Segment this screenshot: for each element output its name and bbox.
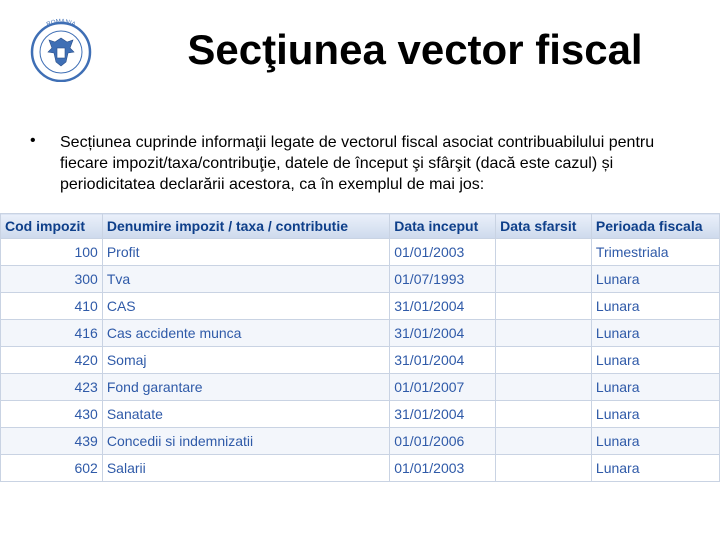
cell-perioada: Lunara bbox=[591, 320, 719, 347]
header-data-sfarsit[interactable]: Data sfarsit bbox=[496, 214, 592, 239]
cell-data-inceput: 31/01/2004 bbox=[390, 401, 496, 428]
cell-data-sfarsit bbox=[496, 374, 592, 401]
page-title: Secţiunea vector fiscal bbox=[187, 26, 643, 73]
cell-perioada: Lunara bbox=[591, 374, 719, 401]
table-row[interactable] bbox=[1, 266, 720, 293]
bullet-text: Secțiunea cuprinde informaţii legate de vectorul fiscal asociat contribuabilului pentru fiecare impozit/taxa/contribuţie, datele de început şi sfârşit (dacă este cazul) și periodicitatea declarării acestora, ca în exemplul de mai jos: bbox=[60, 134, 655, 193]
table-row[interactable] bbox=[1, 347, 720, 374]
cell-perioada: Lunara bbox=[591, 401, 719, 428]
cell-data-inceput: 31/01/2004 bbox=[390, 320, 496, 347]
cell-data-sfarsit bbox=[496, 293, 592, 320]
header-denumire[interactable]: Denumire impozit / taxa / contributie bbox=[102, 214, 389, 239]
cell-data-sfarsit bbox=[496, 347, 592, 374]
cell-cod: 430 bbox=[1, 401, 103, 428]
cell-perioada: Lunara bbox=[591, 293, 719, 320]
cell-denumire: Cas accidente munca bbox=[102, 320, 389, 347]
cell-data-inceput: 31/01/2004 bbox=[390, 347, 496, 374]
header-cod-impozit[interactable]: Cod impozit bbox=[1, 214, 103, 239]
cell-data-inceput: 01/01/2007 bbox=[390, 374, 496, 401]
table-row[interactable] bbox=[1, 239, 720, 266]
cell-cod: 602 bbox=[1, 455, 103, 482]
svg-text:ROMANIA: ROMANIA bbox=[45, 18, 77, 29]
cell-denumire: Concedii si indemnizatii bbox=[102, 428, 389, 455]
fiscal-vector-table bbox=[0, 213, 720, 482]
cell-denumire: Tva bbox=[102, 266, 389, 293]
cell-perioada: Lunara bbox=[591, 428, 719, 455]
table-row[interactable] bbox=[1, 374, 720, 401]
cell-denumire: Sanatate bbox=[102, 401, 389, 428]
cell-data-sfarsit bbox=[496, 401, 592, 428]
cell-cod: 410 bbox=[1, 293, 103, 320]
table-header-row bbox=[1, 214, 720, 239]
bullet-marker: • bbox=[30, 132, 36, 149]
cell-data-inceput: 31/01/2004 bbox=[390, 293, 496, 320]
ministry-logo bbox=[22, 18, 100, 82]
cell-perioada: Lunara bbox=[591, 266, 719, 293]
cell-cod: 423 bbox=[1, 374, 103, 401]
header-data-inceput[interactable]: Data inceput bbox=[390, 214, 496, 239]
cell-cod: 416 bbox=[1, 320, 103, 347]
cell-data-sfarsit bbox=[496, 239, 592, 266]
table-row[interactable] bbox=[1, 401, 720, 428]
table-row[interactable] bbox=[1, 293, 720, 320]
cell-denumire: Profit bbox=[102, 239, 389, 266]
cell-data-sfarsit bbox=[496, 428, 592, 455]
cell-denumire: Fond garantare bbox=[102, 374, 389, 401]
cell-perioada: Lunara bbox=[591, 455, 719, 482]
cell-cod: 300 bbox=[1, 266, 103, 293]
table-row[interactable] bbox=[1, 455, 720, 482]
cell-perioada: Trimestriala bbox=[591, 239, 719, 266]
cell-cod: 420 bbox=[1, 347, 103, 374]
cell-data-inceput: 01/01/2003 bbox=[390, 239, 496, 266]
header-perioada-fiscala[interactable]: Perioada fiscala bbox=[591, 214, 719, 239]
cell-perioada: Lunara bbox=[591, 347, 719, 374]
cell-data-inceput: 01/01/2003 bbox=[390, 455, 496, 482]
cell-data-sfarsit bbox=[496, 266, 592, 293]
cell-denumire: Somaj bbox=[102, 347, 389, 374]
cell-data-inceput: 01/01/2006 bbox=[390, 428, 496, 455]
cell-data-inceput: 01/07/1993 bbox=[390, 266, 496, 293]
table-row[interactable] bbox=[1, 428, 720, 455]
cell-denumire: CAS bbox=[102, 293, 389, 320]
cell-data-sfarsit bbox=[496, 320, 592, 347]
cell-cod: 439 bbox=[1, 428, 103, 455]
cell-data-sfarsit bbox=[496, 455, 592, 482]
cell-denumire: Salarii bbox=[102, 455, 389, 482]
table-row[interactable] bbox=[1, 320, 720, 347]
cell-cod: 100 bbox=[1, 239, 103, 266]
